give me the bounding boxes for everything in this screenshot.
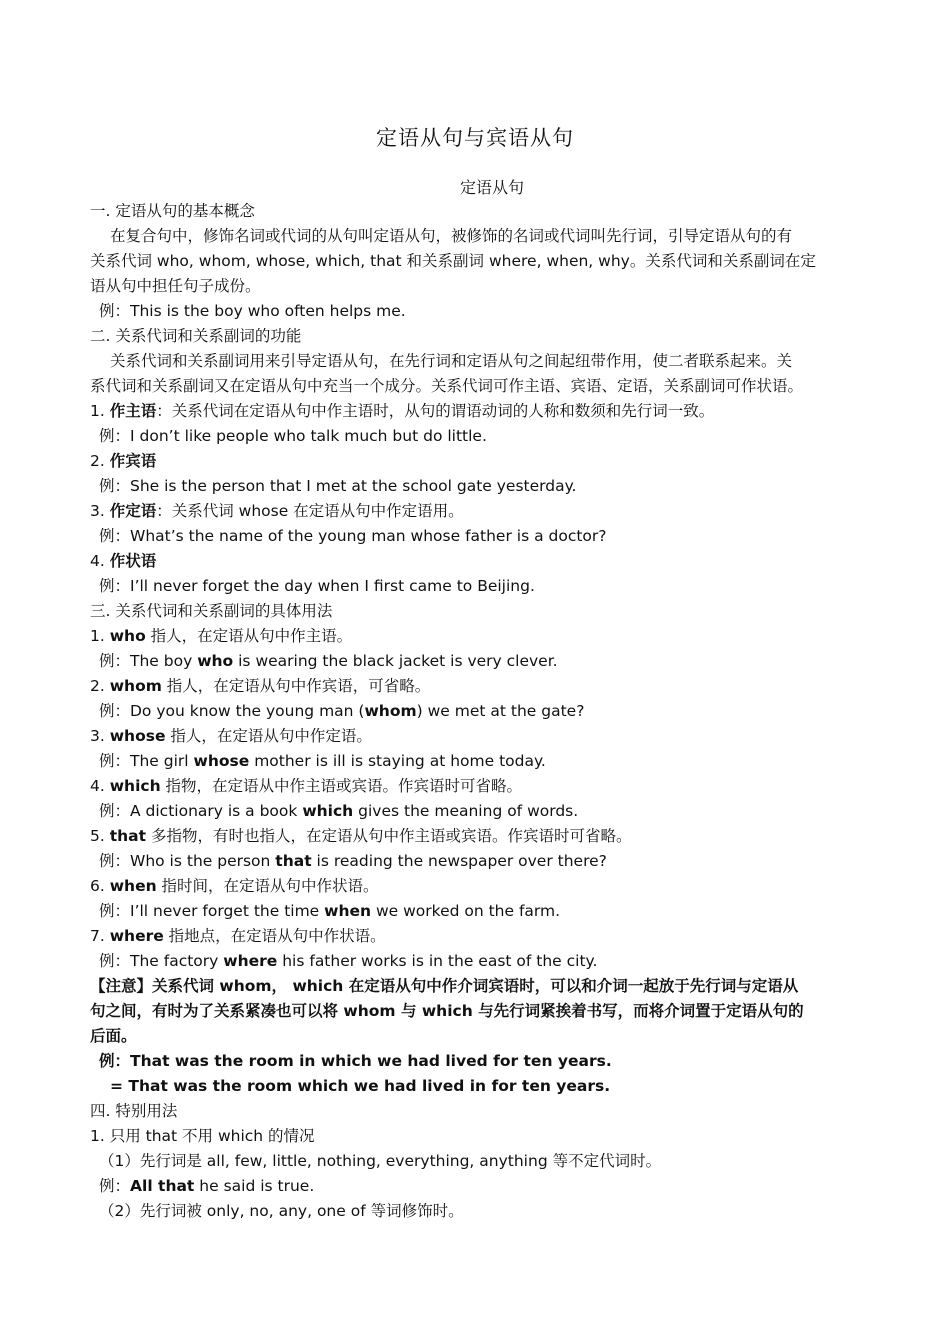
- text-line: [90, 299, 860, 324]
- text-line: [90, 549, 860, 574]
- text-segment: 1.: [90, 627, 110, 645]
- text-segment: （1）先行词是 all, few, little, nothing, everything, anything 等不定代词时。: [99, 1152, 662, 1170]
- text-line: [90, 249, 860, 274]
- bold-text: = That was the room which we had lived in for ten years.: [110, 1077, 611, 1095]
- text-line: [90, 824, 860, 849]
- bold-text: 例：That was the room in which we had lived for ten years.: [99, 1052, 612, 1070]
- text-segment: his father works is in the east of the city.: [277, 952, 598, 970]
- text-segment: （2）先行词被 only, no, any, one of 等词修饰时。: [99, 1202, 464, 1220]
- bold-text: All that: [130, 1177, 195, 1195]
- text-segment: ) we met at the gate?: [416, 702, 585, 720]
- text-segment: 四. 特别用法: [90, 1102, 178, 1120]
- text-segment: 1.: [90, 402, 110, 420]
- text-segment: 例：This is the boy who often helps me.: [99, 302, 406, 320]
- text-segment: is wearing the black jacket is very clever.: [233, 652, 558, 670]
- text-segment: 例：The boy: [99, 652, 198, 670]
- bold-text: who: [197, 652, 234, 670]
- bold-text: where: [223, 952, 278, 970]
- text-line: [90, 349, 860, 374]
- text-segment: 2.: [90, 452, 110, 470]
- text-line: [90, 874, 860, 899]
- text-line: [90, 674, 860, 699]
- text-segment: ：关系代词在定语从句中作主语时，从句的谓语动词的人称和数须和先行词一致。: [156, 402, 715, 420]
- bold-text: whom: [109, 677, 162, 695]
- text-line: [90, 774, 860, 799]
- text-segment: 例：A dictionary is a book: [99, 802, 303, 820]
- bold-text: 作宾语: [109, 452, 157, 470]
- text-segment: 例：The girl: [99, 752, 194, 770]
- text-segment: we worked on the farm.: [371, 902, 561, 920]
- text-line: [90, 924, 860, 949]
- text-line: [90, 1149, 860, 1174]
- bold-text: 【注意】关系代词 whom， which 在定语从句中作介词宾语时，可以和介词一起放于先行词与定语从: [90, 977, 799, 995]
- text-line: [90, 374, 860, 399]
- bold-text: when: [109, 877, 157, 895]
- bold-text: who: [109, 627, 146, 645]
- text-line: [90, 599, 860, 624]
- text-line: [90, 1199, 860, 1224]
- bold-text: 句之间，有时为了关系紧凑也可以将 whom 与 which 与先行词紧挨着书写，而将介词置于定语从句的: [90, 1002, 804, 1020]
- text-segment: 指时间，在定语从句中作状语。: [156, 877, 379, 895]
- text-line: [90, 999, 860, 1024]
- text-segment: 1. 只用 that 不用 which 的情况: [90, 1127, 315, 1145]
- document-title: 定语从句与宾语从句: [376, 126, 574, 150]
- text-line: [90, 424, 860, 449]
- text-line: [90, 1049, 860, 1074]
- text-line: [90, 399, 860, 424]
- text-segment: is reading the newspaper over there?: [311, 852, 607, 870]
- text-line: [90, 749, 860, 774]
- text-segment: 例：Do you know the young man (: [99, 702, 365, 720]
- text-line: [90, 324, 860, 349]
- text-line: [90, 1024, 860, 1049]
- text-segment: 3.: [90, 727, 110, 745]
- text-segment: 系代词和关系副词又在定语从句中充当一个成分。关系代词可作主语、宾语、定语，关系副词可作状语。: [90, 377, 804, 395]
- text-segment: 指人，在定语从句中作定语。: [165, 727, 372, 745]
- text-segment: 二. 关系代词和关系副词的功能: [90, 327, 302, 345]
- document-body: [90, 199, 860, 1224]
- text-segment: 三. 关系代词和关系副词的具体用法: [90, 602, 333, 620]
- text-line: [90, 849, 860, 874]
- text-line: [90, 274, 860, 299]
- text-segment: ：关系代词 whose 在定语从句中作定语用。: [156, 502, 464, 520]
- text-line: [90, 1124, 860, 1149]
- text-segment: 例：I’ll never forget the time: [99, 902, 325, 920]
- text-segment: 例：What’s the name of the young man whose father is a doctor?: [99, 527, 607, 545]
- bold-text: 作状语: [109, 552, 157, 570]
- text-segment: gives the meaning of words.: [353, 802, 579, 820]
- text-segment: 语从句中担任句子成份。: [90, 277, 261, 295]
- text-line: [90, 699, 860, 724]
- text-line: [90, 499, 860, 524]
- text-line: [90, 474, 860, 499]
- text-segment: 4.: [90, 552, 110, 570]
- text-line: [90, 949, 860, 974]
- text-segment: 关系代词和关系副词用来引导定语从句，在先行词和定语从句之间起纽带作用，使二者联系起来。关: [110, 352, 793, 370]
- text-segment: 例：The factory: [99, 952, 224, 970]
- bold-text: which: [302, 802, 354, 820]
- text-line: [90, 1099, 860, 1124]
- bold-text: whose: [109, 727, 166, 745]
- bold-text: 后面。: [90, 1027, 137, 1045]
- text-line: [90, 224, 860, 249]
- text-line: [90, 649, 860, 674]
- bold-text: that: [275, 852, 312, 870]
- text-segment: 指人，在定语从句中作主语。: [145, 627, 353, 645]
- text-segment: 5.: [90, 827, 110, 845]
- text-segment: 2.: [90, 677, 110, 695]
- text-segment: 指地点，在定语从句中作状语。: [163, 927, 386, 945]
- text-segment: he said is true.: [194, 1177, 315, 1195]
- bold-text: 作主语: [109, 402, 157, 420]
- text-segment: 3.: [90, 502, 110, 520]
- text-segment: 例：I’ll never forget the day when I first came to Beijing.: [99, 577, 535, 595]
- text-segment: 例：Who is the person: [99, 852, 276, 870]
- text-segment: 例：She is the person that I met at the school gate yesterday.: [99, 477, 577, 495]
- text-segment: 一. 定语从句的基本概念: [90, 202, 255, 220]
- bold-text: whose: [193, 752, 250, 770]
- text-segment: 指物，在定语从中作主语或宾语。作宾语时可省略。: [160, 777, 523, 795]
- text-segment: 7.: [90, 927, 110, 945]
- text-segment: 多指物，有时也指人，在定语从句中作主语或宾语。作宾语时可省略。: [146, 827, 632, 845]
- text-line: [90, 899, 860, 924]
- bold-text: 作定语: [109, 502, 157, 520]
- bold-text: which: [109, 777, 161, 795]
- text-segment: 关系代词 who, whom, whose, which, that 和关系副词 where, when, why。关系代词和关系副词在定: [90, 252, 816, 270]
- text-line: [90, 1074, 860, 1099]
- text-line: [90, 574, 860, 599]
- bold-text: where: [109, 927, 164, 945]
- text-line: [90, 624, 860, 649]
- text-line: [90, 799, 860, 824]
- text-line: [90, 724, 860, 749]
- text-line: [90, 1174, 860, 1199]
- text-segment: 4.: [90, 777, 110, 795]
- section-subtitle: 定语从句: [459, 178, 524, 197]
- text-segment: 指人，在定语从句中作宾语，可省略。: [161, 677, 431, 695]
- bold-text: whom: [364, 702, 417, 720]
- text-segment: 例：I don’t like people who talk much but do little.: [99, 427, 487, 445]
- text-segment: 在复合句中，修饰名词或代词的从句叫定语从句，被修饰的名词或代词叫先行词，引导定语从句的有: [110, 227, 793, 245]
- text-segment: 6.: [90, 877, 110, 895]
- bold-text: that: [109, 827, 147, 845]
- text-segment: mother is ill is staying at home today.: [249, 752, 546, 770]
- text-line: [90, 974, 860, 999]
- text-line: [90, 449, 860, 474]
- text-line: [90, 524, 860, 549]
- text-segment: 例：: [99, 1177, 131, 1195]
- text-line: [90, 199, 860, 224]
- bold-text: when: [324, 902, 372, 920]
